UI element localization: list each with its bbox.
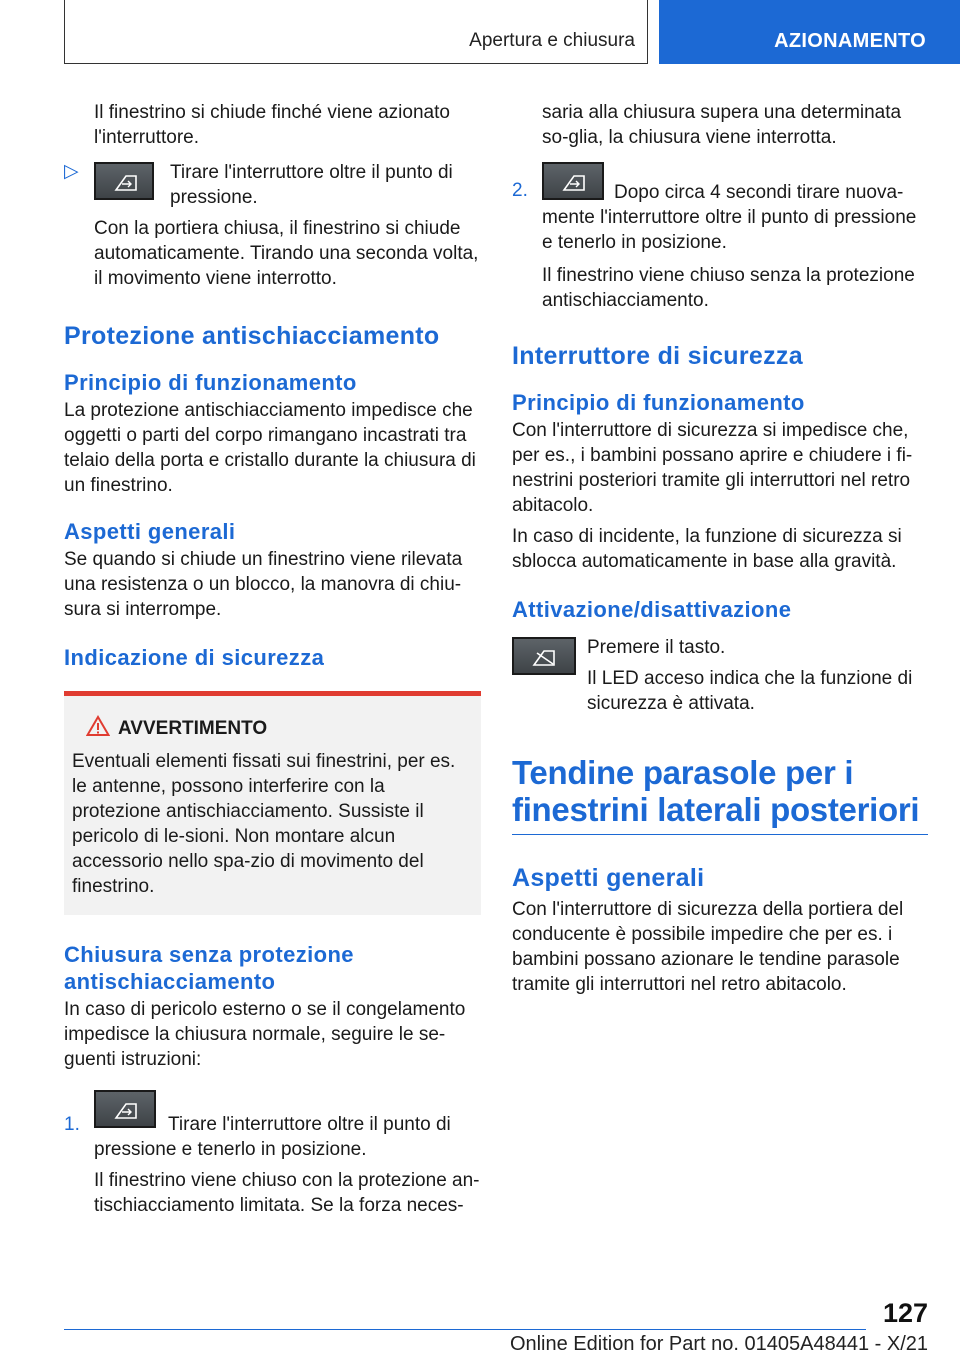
bullet-text: Tirare l'interruttore oltre il punto di pressione. xyxy=(170,162,453,208)
principio-paragraph: La protezione antischiacciamento impedisce che oggetti o parti del corpo rimangano incastrati tra telaio della porta e cristallo durante la chiusura di un finestrino. xyxy=(64,400,476,496)
aspetti-paragraph: Con l'interruttore di sicurezza della portiera del conducente è possibile impedire che per es. i bambini possano azionare le tendine parasole tramite gli interruttori nel retro abitacolo. xyxy=(512,899,904,995)
warning-title: AVVERTIMENTO xyxy=(118,718,268,739)
right-column xyxy=(512,100,928,997)
step-2 xyxy=(512,162,928,313)
chiusura-paragraph: In caso di pericolo esterno o se il congelamento impedisce la chiusura normale, seguire le se-guenti istruzioni: xyxy=(64,999,466,1070)
page-number: 127 xyxy=(882,1298,928,1328)
heading-interruttore: Interruttore di sicurezza xyxy=(512,342,803,370)
heading-chiusura: Chiusura senza protezione antischiacciamento xyxy=(64,942,354,994)
safety-switch-icon xyxy=(512,637,576,675)
bullet-marker: ▷ xyxy=(64,161,79,182)
step-number: 1. xyxy=(64,1114,80,1135)
heading-principio: Principio di funzionamento xyxy=(64,370,357,395)
heading-aspetti: Aspetti generali xyxy=(64,519,236,544)
bullet-item xyxy=(64,160,481,210)
window-switch-icon xyxy=(94,162,154,200)
step-text: Dopo circa 4 secondi tirare nuova-mente l'interruttore oltre il punto di pressione e tenerlo in posizione. xyxy=(542,182,917,253)
warning-header xyxy=(118,716,473,741)
step-text: Tirare l'interruttore oltre il punto di pressione e tenerlo in posizione. xyxy=(94,1114,451,1160)
step-continuation: Il finestrino viene chiuso con la protezione an-tischiacciamento limitata. Se la forza neces- xyxy=(94,1170,480,1216)
left-column xyxy=(64,100,481,1218)
section-tab xyxy=(659,0,960,64)
step-continuation: Il finestrino viene chiuso senza la protezione antischiacciamento. xyxy=(542,265,915,311)
chapter-title: Apertura e chiusura xyxy=(469,30,635,51)
heading-principio: Principio di funzionamento xyxy=(512,390,805,415)
heading-indicazione: Indicazione di sicurezza xyxy=(64,645,325,670)
step-1 xyxy=(64,1090,481,1218)
step-number: 2. xyxy=(512,180,528,201)
safety-switch-block xyxy=(512,635,928,716)
warning-text: Eventuali elementi fissati sui finestrini, per es. le antenne, possono interferire con la protezione antischiacciamento. Sussiste il pericolo di le-sioni. Non montare alcun accessorio nello spa-zio di movimento del finestrino. xyxy=(72,751,456,897)
incidente-paragraph: In caso di incidente, la funzione di sicurezza si sblocca automaticamente in base alla gravità. xyxy=(512,526,902,572)
principio-paragraph: Con l'interruttore di sicurezza si impedisce che, per es., i bambini possano aprire e chiudere i fi-nestrini posteriori tramite gli interruttori nel retro abitacolo. xyxy=(512,420,913,516)
heading-tendine: Tendine parasole per i finestrini laterali posteriori xyxy=(512,754,928,835)
heading-attivazione: Attivazione/disattivazione xyxy=(512,597,792,622)
warning-box xyxy=(64,691,481,915)
premere-text: Premere il tasto. xyxy=(587,637,726,658)
intro-paragraph: Il finestrino si chiude finché viene azionato l'interruttore. xyxy=(94,102,450,148)
heading-aspetti: Aspetti generali xyxy=(512,864,705,892)
continuation-paragraph: saria alla chiusura supera una determinata so-glia, la chiusura viene interrotta. xyxy=(542,102,902,148)
warning-triangle-icon xyxy=(86,715,110,744)
section-title: AZIONAMENTO xyxy=(774,30,926,52)
window-switch-icon xyxy=(542,162,604,200)
auto-close-paragraph: Con la portiera chiusa, il finestrino si chiude automaticamente. Tirando una seconda volta, il movimento viene interrotto. xyxy=(94,218,479,289)
window-switch-icon xyxy=(94,1090,156,1128)
footer-edition: Online Edition for Part no. 01405A48441 - X/21 xyxy=(509,1333,928,1355)
heading-protezione: Protezione antischiacciamento xyxy=(64,322,440,350)
aspetti-paragraph: Se quando si chiude un finestrino viene rilevata una resistenza o un blocco, la manovra di chiu-sura si interrompe. xyxy=(64,549,463,620)
led-text: Il LED acceso indica che la funzione di sicurezza è attivata. xyxy=(587,668,913,714)
footer-rule xyxy=(64,1329,866,1330)
header-chapter-box xyxy=(64,0,648,64)
